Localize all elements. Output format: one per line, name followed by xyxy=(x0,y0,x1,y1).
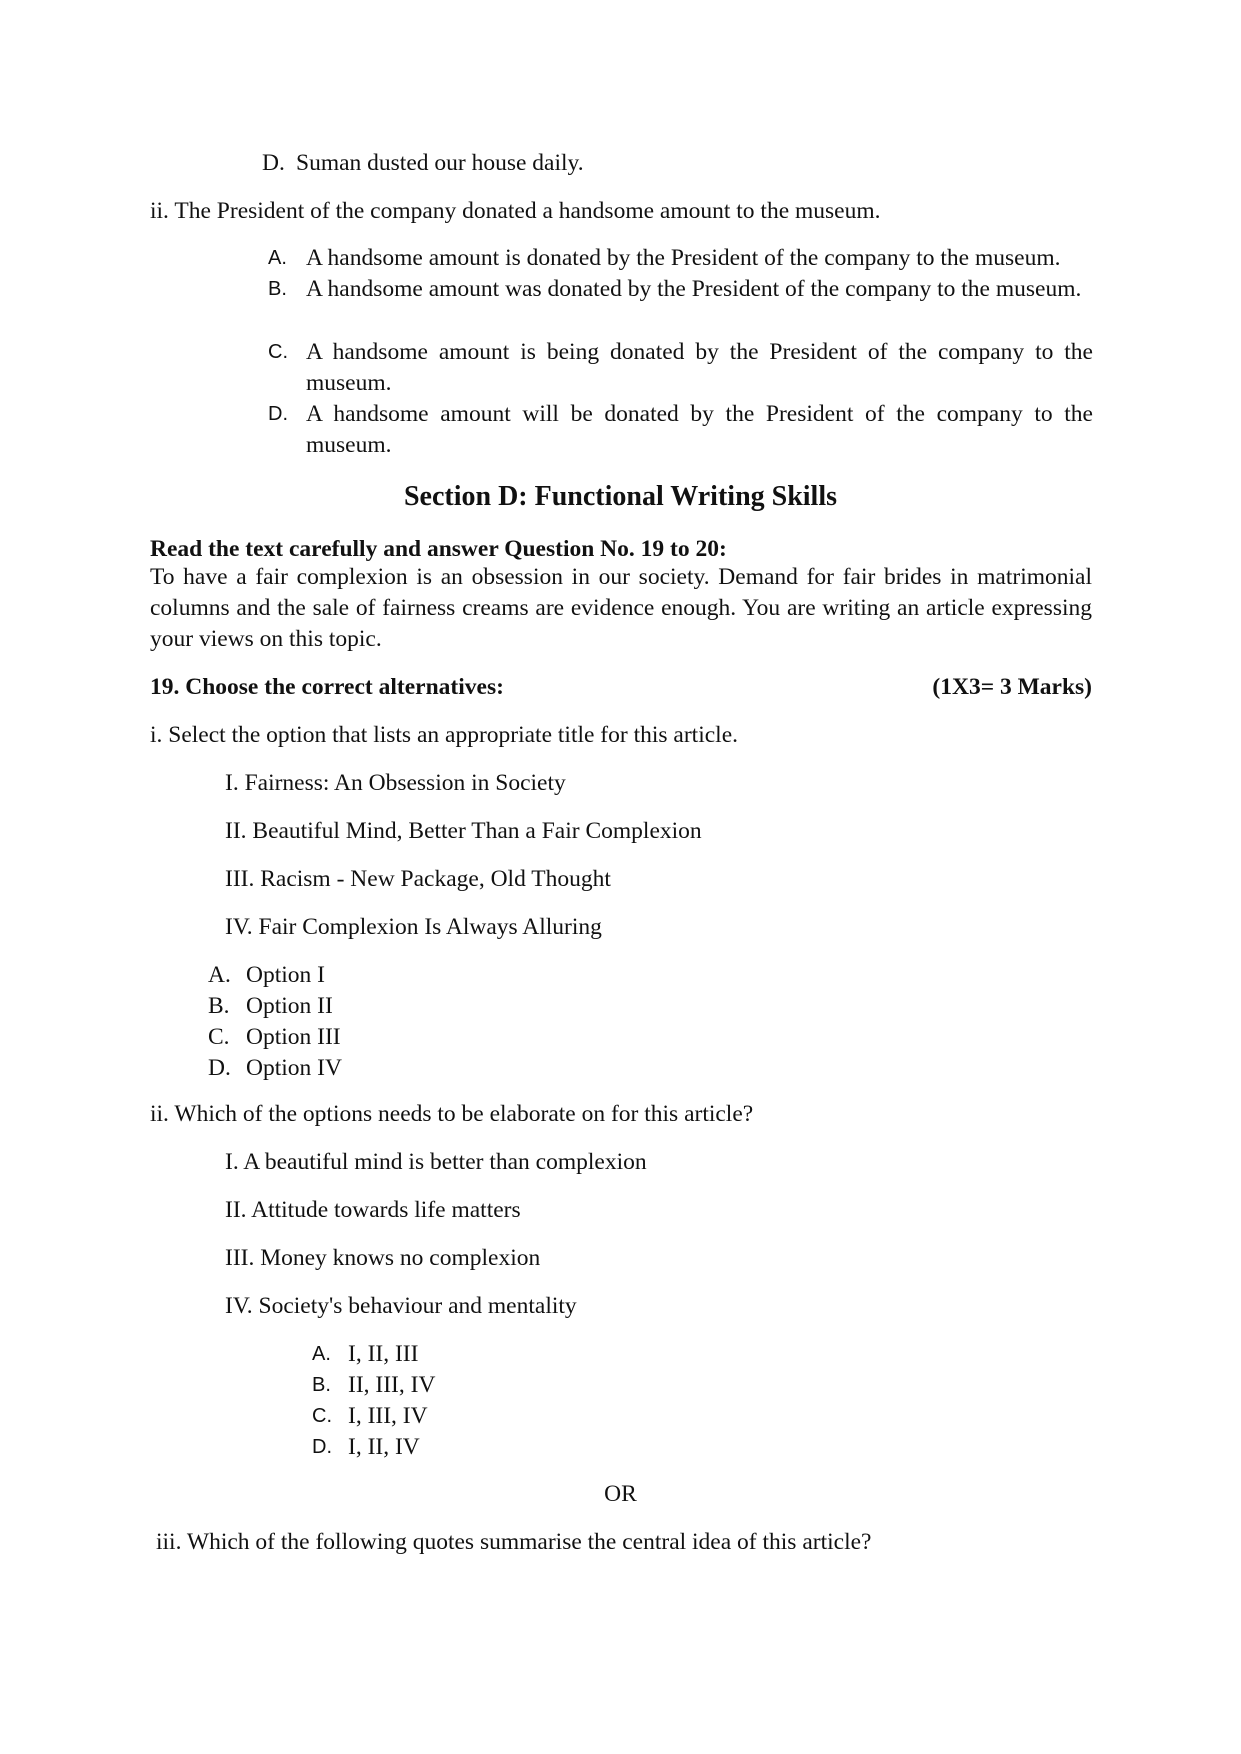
option-text: Option III xyxy=(246,1024,341,1050)
q19-part-iii-stem: iii. Which of the following quotes summarise the central idea of this article? xyxy=(156,1529,872,1555)
option-text: A handsome amount will be donated by the President of the company to the museum. xyxy=(306,401,1093,458)
q19-part-ii-option-c xyxy=(312,1401,428,1432)
q19-part-ii-statement-3: III. Money knows no complexion xyxy=(225,1245,541,1271)
q19-part-ii-option-d xyxy=(312,1432,420,1463)
q19-part-ii-stem: ii. Which of the options needs to be elaborate on for this article? xyxy=(150,1101,754,1127)
question-ii-option-d xyxy=(268,399,1093,461)
option-letter: A. xyxy=(268,247,287,269)
option-letter: C. xyxy=(312,1405,332,1427)
q19-part-i-option-d xyxy=(208,1053,342,1084)
option-text: Option IV xyxy=(246,1055,342,1081)
q19-part-i-statement-4: IV. Fair Complexion Is Always Alluring xyxy=(225,914,602,940)
passage: To have a fair complexion is an obsession in our society. Demand for fair brides in matrimonial columns and the sale of fairness creams are evidence enough. You are writing an article expressing your views on this topic. xyxy=(150,564,1092,652)
option-text: Option I xyxy=(246,962,325,988)
option-text: I, II, IV xyxy=(348,1434,420,1460)
q19-part-i-option-c xyxy=(208,1022,341,1053)
section-instruction: Read the text carefully and answer Question No. 19 to 20: xyxy=(150,536,727,562)
q19-part-i-option-a xyxy=(208,960,325,991)
option-letter: B. xyxy=(208,993,230,1019)
option-letter: B. xyxy=(312,1374,331,1396)
option-text: A handsome amount was donated by the President of the company to the museum. xyxy=(306,276,1082,302)
question-ii-option-a xyxy=(268,243,1093,274)
option-letter: D. xyxy=(312,1436,332,1458)
option-text: I, II, III xyxy=(348,1341,419,1367)
q19-part-ii-option-b xyxy=(312,1370,435,1401)
q19-part-i-option-b xyxy=(208,991,333,1022)
q19-part-ii-option-a xyxy=(312,1339,418,1370)
option-letter: D. xyxy=(268,403,288,425)
option-text: Suman dusted our house daily. xyxy=(296,150,584,176)
option-letter: B. xyxy=(268,278,287,300)
q19-part-ii-statement-1: I. A beautiful mind is better than complexion xyxy=(225,1149,647,1175)
option-text: A handsome amount is being donated by the President of the company to the museum. xyxy=(306,339,1093,396)
option-letter: C. xyxy=(268,341,288,363)
option-text: A handsome amount is donated by the President of the company to the museum. xyxy=(306,245,1061,271)
q19-part-i-stem: i. Select the option that lists an appropriate title for this article. xyxy=(150,722,738,748)
q19-part-i-statement-1: I. Fairness: An Obsession in Society xyxy=(225,770,566,796)
q19-heading: 19. Choose the correct alternatives: xyxy=(150,674,504,700)
q19-part-ii-statement-2: II. Attitude towards life matters xyxy=(225,1197,521,1223)
option-letter: D. xyxy=(262,150,285,176)
q19-part-ii-statement-4: IV. Society's behaviour and mentality xyxy=(225,1293,577,1319)
section-title: Section D: Functional Writing Skills xyxy=(403,481,838,512)
q19-marks: (1X3= 3 Marks) xyxy=(932,674,1092,700)
option-letter: D. xyxy=(208,1055,231,1081)
option-letter: C. xyxy=(208,1024,230,1050)
or-separator: OR xyxy=(604,1481,637,1507)
option-text: Option II xyxy=(246,993,333,1019)
q19-part-i-statement-2: II. Beautiful Mind, Better Than a Fair Complexion xyxy=(225,818,702,844)
question-ii-option-b xyxy=(268,274,1093,305)
option-text: II, III, IV xyxy=(348,1372,436,1398)
option-letter: A. xyxy=(312,1343,331,1365)
q19-part-i-statement-3: III. Racism - New Package, Old Thought xyxy=(225,866,611,892)
option-text: I, III, IV xyxy=(348,1403,428,1429)
question-ii-stem: ii. The President of the company donated a handsome amount to the museum. xyxy=(150,198,881,224)
question-ii-option-c xyxy=(268,337,1093,399)
option-letter: A. xyxy=(208,962,231,988)
prev-option-d xyxy=(262,148,584,179)
